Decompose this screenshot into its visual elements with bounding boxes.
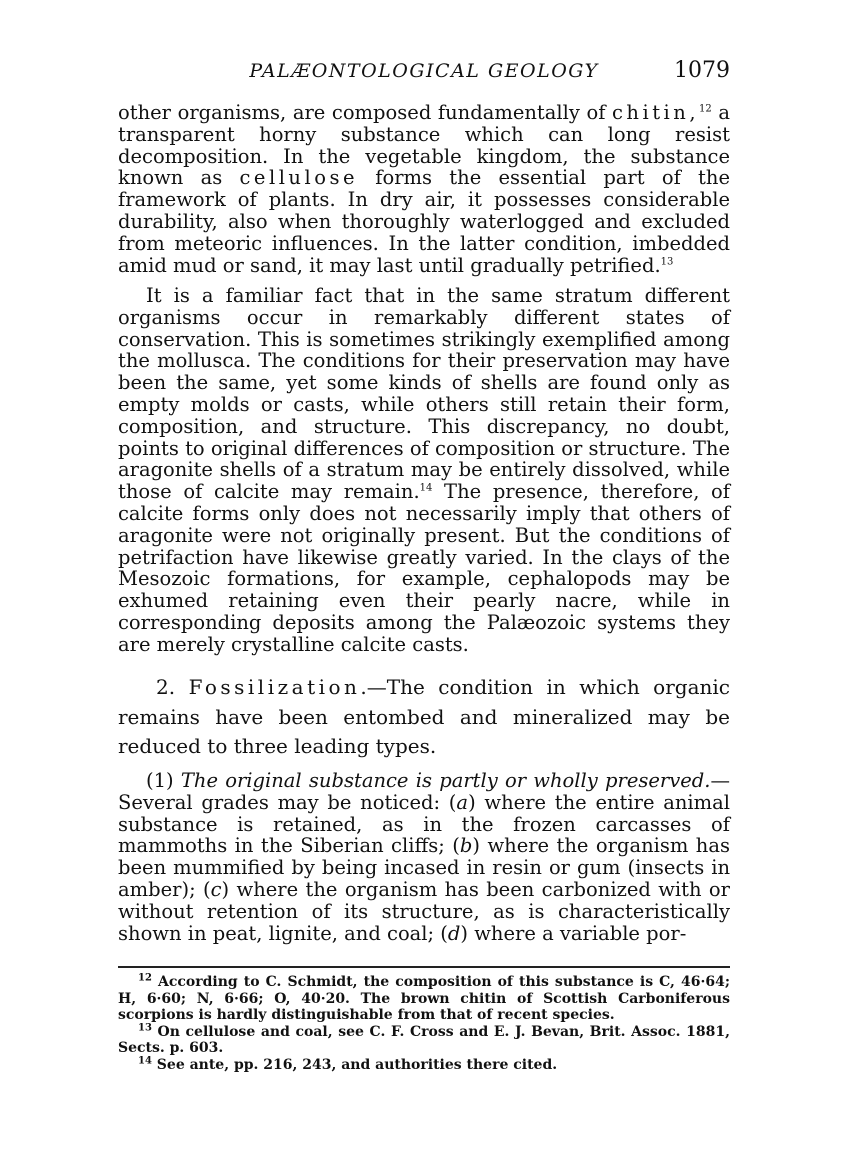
text-run: other organisms, are composed fundamentally of: [118, 101, 612, 124]
paragraph-chitin: [118, 102, 730, 276]
paragraph-conservation: [118, 285, 730, 656]
text-run: forms the essential part of the framework of plants. In dry air, it possesses considerable durability, also when thoroughly waterlogged and excluded from meteoric influences. In the latter condition, imbedded amid mud or sand, it may last until gradually petrified.: [118, 166, 730, 277]
term-chitin: chitin,: [612, 101, 700, 124]
text-run: ) where a variable por-: [460, 921, 687, 945]
text-run: .—The condition in which organic remains have been entombed and mineralized may be reduced to three leading types.: [118, 675, 730, 758]
footnote-rule: [118, 966, 730, 968]
enum-letter: a: [456, 790, 469, 814]
footnote-number: 14: [138, 1054, 152, 1066]
footnote-ref-13: 13: [660, 256, 674, 268]
running-head: [118, 58, 730, 88]
footnote-12: [118, 974, 730, 1024]
footnotes: [118, 974, 730, 1073]
text-run: — Several grades may be noticed: (: [118, 769, 730, 814]
text-run: ) where the entire animal substance is retained, as in the frozen carcasses of mammoths in the Siberian cliffs; (: [118, 790, 730, 858]
footnote-14: [118, 1054, 730, 1074]
item-number: (1): [146, 769, 181, 792]
enum-letter: b: [459, 834, 473, 858]
section-number: 2.: [156, 675, 189, 699]
term-cellulose: cellulose: [239, 166, 359, 190]
paragraph-original-substance: [118, 770, 730, 944]
enum-letter: c: [210, 877, 222, 901]
footnote-text: On cellulose and coal, see C. F. Cross and E. J. Bevan, Brit. Assoc. 1881, Sects. p. 603.: [118, 1023, 730, 1056]
item-heading: The original substance is partly or wholly preserved.: [180, 769, 711, 792]
footnote-text: According to C. Schmidt, the composition of this substance is C, 46·64; H, 6·60; N, 6·66; O, 40·20. The brown chitin of Scottish Carboniferous scorpions is hardly distinguishable from that of recent species.: [118, 974, 730, 1023]
section-fossilization: [118, 673, 730, 762]
page-number: 1079: [674, 58, 730, 83]
footnote-number: 12: [138, 972, 152, 984]
enum-letter: d: [447, 921, 461, 945]
footnote-text: See ante, pp. 216, 243, and authorities there cited.: [151, 1056, 558, 1073]
text-run: a transparent horny substance which can long resist decomposition. In the vegetable kingdom, the substance known as: [118, 101, 730, 190]
section-heading: Fossilization: [188, 675, 361, 699]
footnote-number: 13: [138, 1021, 152, 1033]
footnote-ref-14: 14: [419, 482, 433, 494]
text-run: ) where the organism has been carbonized with or without retention of its structure, as is characteristically shown in peat, lignite, and coal; (: [118, 877, 730, 945]
running-title: PALÆONTOLOGICAL GEOLOGY: [249, 60, 599, 82]
text-run: The presence, therefore, of calcite forms only does not necessarily imply that others of aragonite were not originally present. But the conditions of petrifaction have likewise greatly varied. In the clays of the Mesozoic formations, for example, cephalopods may be exhumed retaining even their pearly nacre, while in corresponding deposits among the Palæozoic systems they are merely crystalline calcite casts.: [118, 480, 730, 656]
footnote-ref-12: 12: [699, 103, 712, 115]
footnote-13: [118, 1021, 730, 1057]
text-run: ) where the organism has been mummified by being incased in resin or gum (insects in amber); (: [118, 834, 730, 901]
text-run: It is a familiar fact that in the same stratum different organisms occur in remarkably different states of conservation. This is sometimes strikingly exemplified among the mollusca. The conditions for their preservation may have been the same, yet some kinds of shells are found only as empty molds or casts, while others still retain their form, composition, and structure. This discrepancy, no doubt, points to original differences of composition or structure. The aragonite shells of a stratum may be entirely dissolved, while those of calcite may remain.: [118, 284, 730, 504]
